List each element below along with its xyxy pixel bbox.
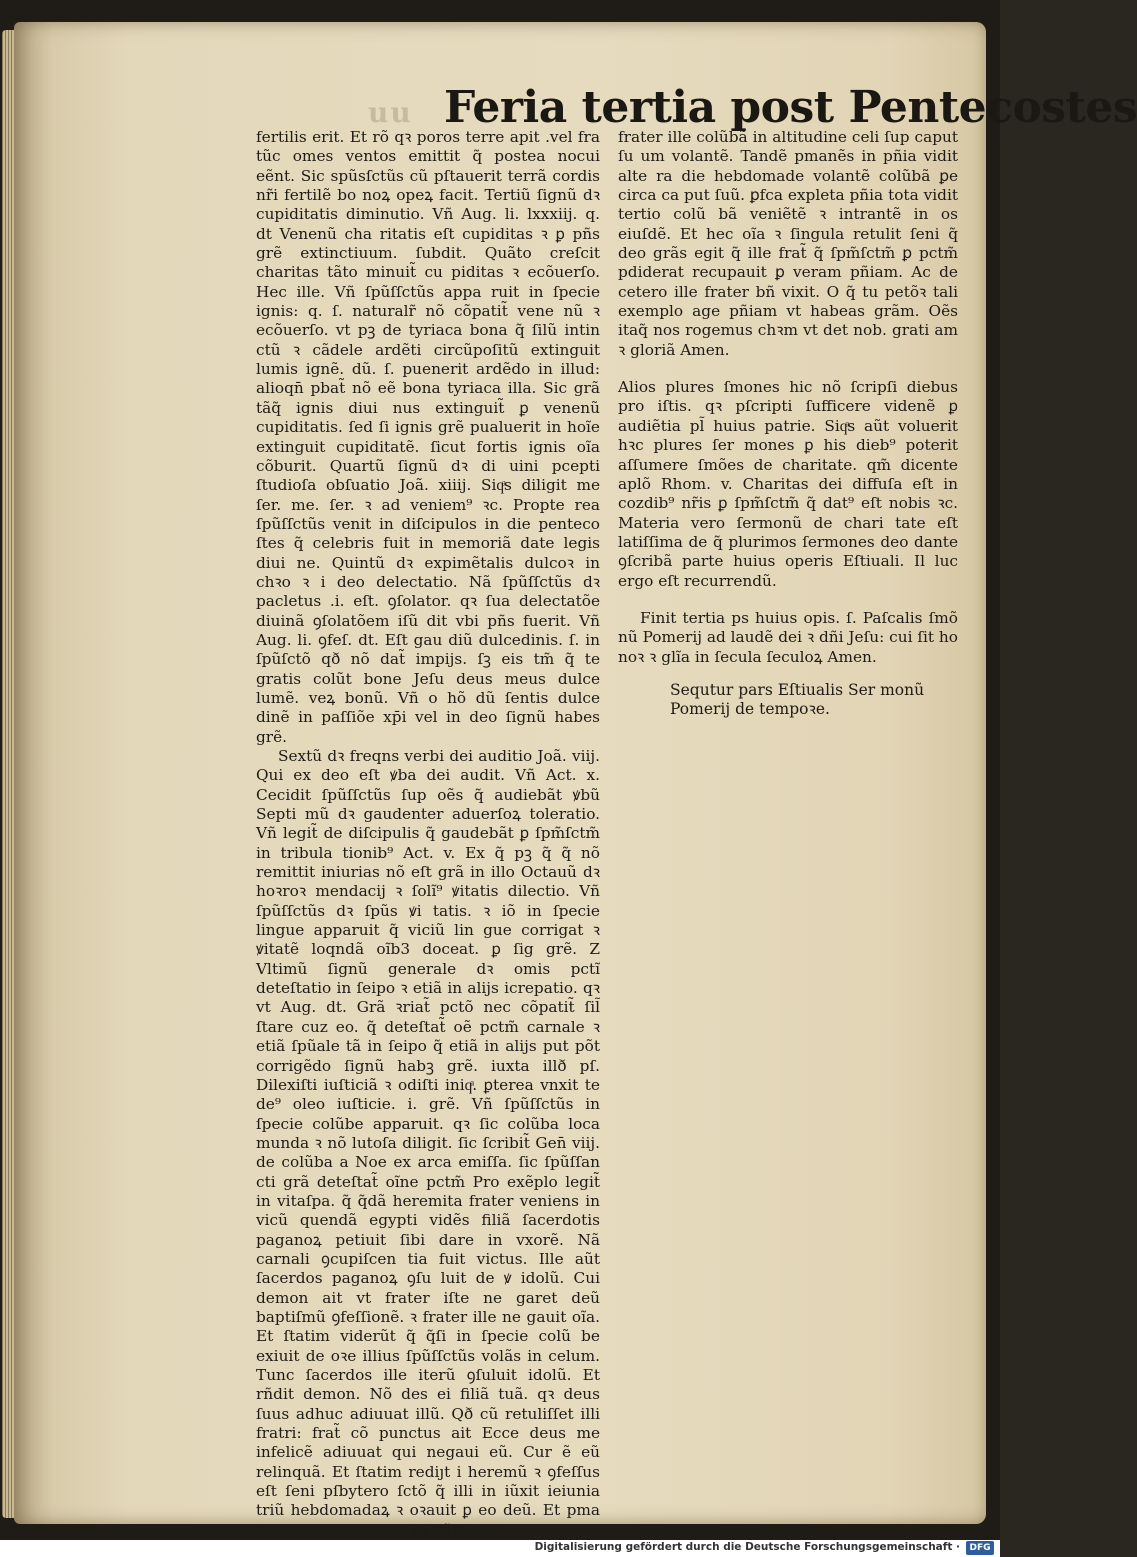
right-paragraph-2: Alios plures ſmones hic nõ ſcripſi diebus pro iſtis. qꝛ pſcripti ſufficere videnẽ ꝑ audiẽtia pl̃ huius patrie. Siqͣs aũt voluerit hꝛc plures ſer mones ꝑ his dieb⁹ poterit aſſumere ſmões de charitate. qm̃ dicente aplõ Rhom. v. Charitas dei diffuſa eſt in cozdib⁹ nr̃is ꝑ ſpm̃ſctm̃ q̃ dat⁹ eſt nobis ꝛc. Materia vero ſermonũ de chari tate eſt latiſſima de q̃ plurimos ſermones deo dante ꝯſcribã parte huius operis Eſtiuali. Il luc ergo eſt recurrendũ. bbox=[618, 378, 958, 590]
left-text-column bbox=[256, 128, 600, 1539]
sequitur-heading: Sequtur pars Eſtiualis Ser monũ Pomerij de tempoꝛe. bbox=[670, 680, 925, 718]
digitization-footer bbox=[0, 1540, 1000, 1557]
digitization-notice: Digitalisierung gefördert durch die Deutsche Forschungsgemeinschaft · bbox=[534, 1541, 960, 1553]
dfg-logo: DFG bbox=[966, 1541, 994, 1555]
bleed-through-text: uu bbox=[368, 96, 413, 129]
running-title: Feria tertia post Pentecostes bbox=[444, 82, 1137, 133]
left-paragraph-2: Sextũ dꝛ freqns verbi dei auditio Joã. viij. Qui ex deo eſt ꝟba dei audit. Vñ Act. x. Cecidit ſpũſſctũs ſup oẽs q̃ audiebãt ꝟbũ Septi mũ dꝛ gaudenter aduerſoꝝ toleratio. Vñ legit̃ de diſcipulis q̃ gaudebãt ꝑ ſpm̃ſctm̃ in tribula tionib⁹ Act. v. Ex q̃ pꝫ q̃ q̃ nõ remittit iniurias nõ eſt grã in illo Octauũ dꝛ hoꝛroꝛ mendacij ꝛ ſolĩ⁹ ꝟitatis dilectio. Vñ ſpũſſctũs dꝛ ſpũs ꝟi tatis. ꝛ iõ in ſpecie lingue apparuit q̃ viciũ lin gue corrigat ꝛ ꝟitatẽ loqndã oĩb3 doceat. ꝑ ſig grẽ. Z Vltimũ ſignũ generale dꝛ omis pctĩ deteſtatio in ſeipo ꝛ etiã in alijs icrepatio. qꝛ vt Aug. dt. Grã ꝛriat̃ pctõ nec cõpatit̃ ſil̃ ſtare cuz eo. q̃ deteſtat̃ oẽ pctm̃ carnale ꝛ etiã ſpũale tã in ſeipo q̃ etiã in alijs put põt corrigẽdo ſignũ habꝫ grẽ. iuxta illð pſ. Dilexiſti iuſticiã ꝛ odiſti iniqͣ. ꝑterea vnxit te de⁹ oleo iuſticie. i. grẽ. Vñ ſpũſſctũs in ſpecie colũbe apparuit. qꝛ ſic colũba loca munda ꝛ nõ lutoſa diligit. ſic ſcribit̃ Gen̄ viij. de colũba a Noe ex arca emiſſa. ſic ſpũſſan cti grã deteſtat̃ oĩne pctm̃ Pro exẽplo legit̃ in vitaſpa. q̃ q̃dã heremita frater veniens in vicũ quendã egypti vidẽs filiã ſacerdotis paganoꝝ petiuit ſibi dare in vxorẽ. Nã carnali ꝯcupiſcen tia fuit victus. Ille aũt ſacerdos paganoꝝ ꝯſu luit de ꝟ idolũ. Cui demon ait vt frater iſte ne garet deũ baptiſmũ ꝯfeſſionẽ. ꝛ frater ille ne gauit oĩa. Et ſtatim viderũt q̃ q̃ſi in ſpecie colũ be exiuit de oꝛe illius ſpũſſctũs volãs in celum. Tunc ſacerdos ille iterũ ꝯſuluit idolũ. Et rñdit demon. Nõ des ei filiã tuã. qꝛ deus ſuus adhuc adiuuat illũ. Qð cũ retuliſſet illi fratri: frat̃ cõ punctus ait Ecce deus me infelicẽ adiuuat qui negaui eũ. Cur ẽ eũ relinquã. Et ſtatim rediȷt i heremũ ꝛ ꝯfeſſus eſt ſeni pſbytero ſctõ q̃ illi in iũxit ieiunia triũ hebdomadaꝝ ꝛ oꝛauit ꝑ eo deũ. Et pma hebdomada expleta in pñia vidit bbox=[256, 747, 600, 1539]
left-paragraph-1: fertilis erit. Et rõ qꝛ poros terre apit .vel fra tũc omes ventos emittit q̃ postea nocui eẽnt. Sic spũsſctũs cũ pſtauerit terrã cordis nr̃i fertilẽ bo noꝝ opeꝝ facit. Tertiũ ſignũ dꝛ cupiditatis diminutio. Vñ Aug. li. lxxxiij. q. dt Venenũ cha ritatis eſt cupiditas ꝛ ꝑ pñs grẽ extinctiuum. ſubdit. Quãto creſcit charitas tãto minuit̃ cu piditas ꝛ ecõuerſo. Hec ille. Vñ ſpũſſctũs appa ruit in ſpecie ignis: q. ſ. naturalr̃ nõ cõpatit̃ vene nũ ꝛ ecõuerſo. vt pꝫ de tyriaca bona q̃ ſilũ intin ctũ ꝛ cãdele ardẽti circũpoſitũ extinguit lumis ignẽ. dũ. ſ. puenerit ardẽdo in illud: alioqn̄ pbat̃ nõ eẽ bona tyriaca illa. Sic grã tãq̃ ignis diui nus extinguit̃ ꝑ venenũ cupiditatis. ſed ſi ignis grẽ pualuerit in hoĩe extinguit cupiditatẽ. ſicut fortis ignis oĩa cõburit. Quartũ ſignũ dꝛ di uini pcepti ſtudioſa obſuatio Joã. xiiij. Siqͣs diligit me ſer. me. ſer. ꝛ ad veniem⁹ ꝛc. Propte rea ſpũſſctũs venit in diſcipulos in die penteco ſtes q̃ celebris fuit in memoriã date legis diui ne. Quintũ dꝛ expimẽtalis dulcoꝛ in chꝛo ꝛ i deo delectatio. Nã ſpũſſctũs dꝛ pacletus .i. eſt. ꝯſolator. qꝛ ſua delectatõe diuinã ꝯſolatõem iſũ dit vbi pñs fuerit. Vñ Aug. li. ꝯfeſ. dt. Eſt gau diũ dulcedinis. ſ. in ſpũſctõ qð nõ dat̃ impijs. ſꝫ eis tm̃ q̃ te gratis colũt bone Jeſu deus meus dulce lumẽ. veꝝ bonũ. Vñ o hõ dũ ſentis dulce dinẽ in paſſiõe xp̄i vel in deo ſignũ habes grẽ. bbox=[256, 128, 600, 746]
colophon: Finit tertia ps huius opis. ſ. Paſcalis ſmõ nũ Pomerij ad laudẽ dei ꝛ dñi Jeſu: cui ſit ho noꝛ ꝛ glĩa in ſecula ſeculoꝝ Amen. bbox=[618, 608, 958, 666]
right-paragraph-1: frater ille colũbã in altitudine celi ſup caput ſu um volantẽ. Tandẽ pmanẽs in pñia vidit alte ra die hebdomade volantẽ colũbã ꝑe circa ca put ſuũ. ꝑfca expleta pñia tota vidit tertio colũ bã veniẽtẽ ꝛ intrantẽ in os eiuſdẽ. Et hec oĩa ꝛ ſingula retulit ſeni q̃ deo grãs egit q̃ ille frat̃ q̃ ſpm̃ſctm̃ ꝑ pctm̃ pdiderat recupauit ꝑ veram pñiam. Ac de cetero ille frater bñ vixit. O q̃ tu petõꝛ tali exemplo age pñiam vt habeas grãm. Oẽs itaq̃ nos rogemus chꝛm vt det nob. grati am ꝛ gloriã Amen. bbox=[618, 128, 958, 359]
right-text-column bbox=[618, 128, 958, 718]
